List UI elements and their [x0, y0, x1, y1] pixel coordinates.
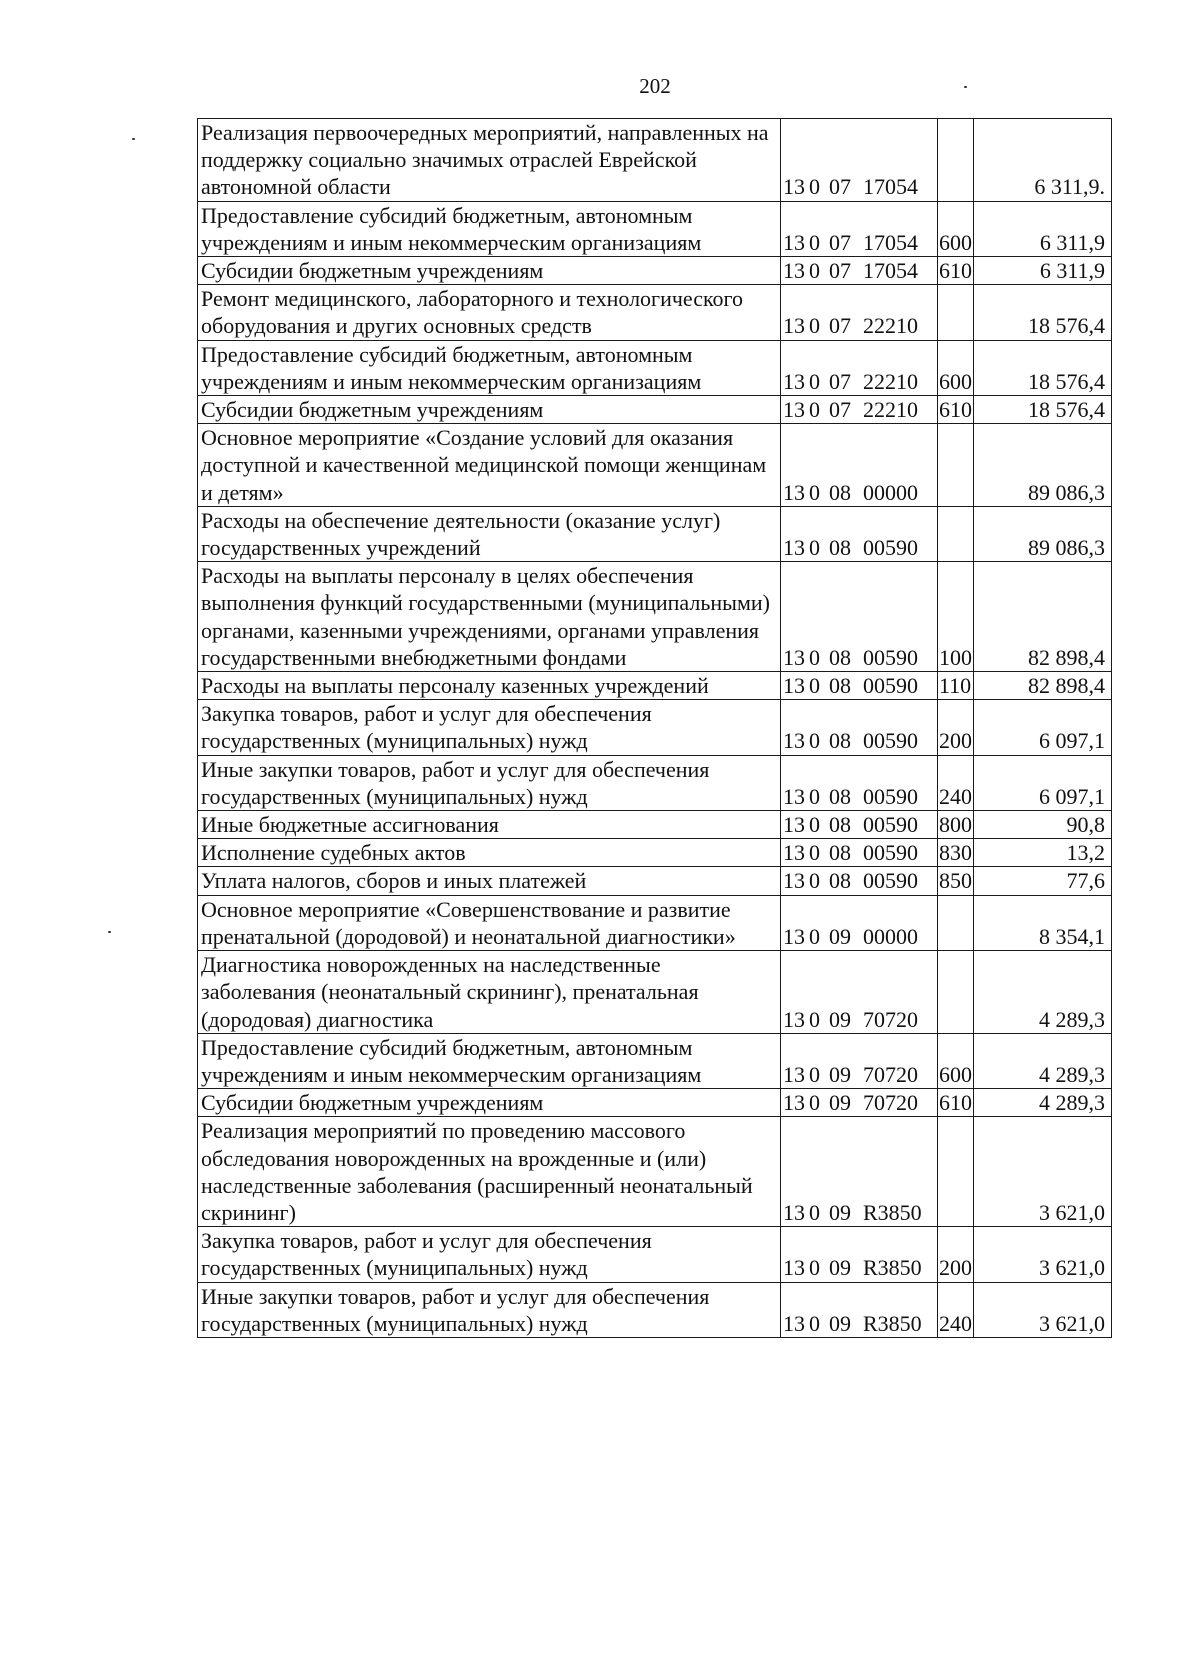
code-part-sub: 0 — [809, 868, 820, 894]
row-expense-type: 600 — [938, 201, 974, 256]
code-part-main: 08 — [829, 812, 851, 838]
code-part-dir: R3850 — [863, 1255, 922, 1281]
row-amount: 6 097,1 — [974, 755, 1112, 810]
code-part-dir: 17054 — [863, 174, 918, 200]
code-part-sub: 0 — [809, 397, 820, 423]
table-row — [198, 755, 1112, 810]
code-part-dir: 22210 — [863, 313, 918, 339]
code-part-dir: 00590 — [863, 728, 918, 754]
row-amount: 8 354,1 — [974, 895, 1112, 950]
row-name: Субсидии бюджетным учреждениям — [198, 1089, 781, 1117]
code-part-sub: 0 — [809, 535, 820, 561]
scan-speck — [108, 931, 111, 933]
code-part-prog: 13 — [783, 1061, 805, 1087]
code-part-prog: 13 — [783, 644, 805, 670]
code-part-main: 07 — [829, 174, 851, 200]
row-amount: 4 289,3 — [974, 1033, 1112, 1088]
code-part-sub: 0 — [809, 644, 820, 670]
code-part-main: 08 — [829, 868, 851, 894]
code-part-main: 07 — [829, 368, 851, 394]
row-amount: 89 086,3 — [974, 506, 1112, 561]
row-expense-type: 800 — [939, 812, 972, 838]
code-part-dir: 22210 — [863, 368, 918, 394]
row-amount: 18 576,4 — [974, 285, 1112, 340]
row-expense-type — [938, 424, 974, 507]
code-part-dir: 70720 — [863, 1061, 918, 1087]
row-name: Закупка товаров, работ и услуг для обеспечения государственных (муниципальных) нужд — [198, 1227, 781, 1282]
table-row — [198, 201, 1112, 256]
row-target-code — [781, 867, 938, 895]
row-name: Реализация мероприятий по проведению массового обследования новорожденных на врожденные и (или) наследственные заболевания (расширенный неонатальный скрининг) — [198, 1117, 781, 1227]
budget-allocation-table — [197, 118, 1112, 1338]
code-part-main: 08 — [829, 644, 851, 670]
code-part-prog: 13 — [783, 535, 805, 561]
code-part-dir: 00590 — [863, 783, 918, 809]
row-target-code — [781, 1282, 938, 1337]
code-part-sub: 0 — [809, 923, 820, 949]
row-target-code — [781, 895, 938, 950]
row-target-code — [781, 424, 938, 507]
code-part-prog: 13 — [783, 673, 805, 699]
row-expense-type: 610 — [939, 258, 972, 284]
row-expense-type: 240 — [938, 755, 974, 810]
code-part-sub: 0 — [809, 313, 820, 339]
row-amount: 6 311,9 — [974, 257, 1112, 285]
row-target-code — [781, 811, 938, 839]
row-name: Расходы на выплаты персоналу в целях обеспечения выполнения функций государственными (муниципальными) органами, казенными учреждениями, органами управления государственными внебюджетными фондами — [198, 562, 781, 672]
row-expense-type — [938, 285, 974, 340]
code-part-main: 09 — [829, 1310, 851, 1336]
code-part-sub: 0 — [809, 479, 820, 505]
code-part-sub: 0 — [809, 174, 820, 200]
row-expense-type: 110 — [938, 672, 974, 700]
row-target-code — [781, 562, 938, 672]
table-row — [198, 1033, 1112, 1088]
code-part-sub: 0 — [809, 840, 820, 866]
code-part-main: 09 — [829, 1199, 851, 1225]
code-part-sub: 0 — [809, 1255, 820, 1281]
code-part-dir: 00590 — [863, 840, 918, 866]
code-part-prog: 13 — [783, 1199, 805, 1225]
code-part-main: 07 — [829, 229, 851, 255]
code-part-dir: 22210 — [863, 397, 918, 423]
code-part-sub: 0 — [809, 673, 820, 699]
table-row — [198, 951, 1112, 1034]
scan-speck — [964, 86, 967, 88]
row-amount: 18 576,4 — [974, 396, 1112, 424]
row-expense-type — [938, 1117, 974, 1227]
row-target-code — [781, 119, 938, 202]
table-row — [198, 895, 1112, 950]
code-part-dir: 00590 — [863, 868, 918, 894]
page-number: 202 — [639, 74, 671, 98]
code-part-sub: 0 — [809, 1061, 820, 1087]
row-amount: 90,8 — [974, 811, 1112, 839]
table-row — [198, 1089, 1112, 1117]
table-row — [198, 672, 1112, 700]
row-expense-type: 610 — [939, 397, 972, 423]
row-expense-type — [938, 506, 974, 561]
row-target-code — [781, 700, 938, 755]
row-amount: 18 576,4 — [974, 340, 1112, 395]
code-part-prog: 13 — [783, 397, 805, 423]
row-expense-type: 610 — [939, 1090, 972, 1116]
scan-speck — [132, 138, 135, 140]
row-amount: 82 898,4 — [974, 562, 1112, 672]
code-part-prog: 13 — [783, 229, 805, 255]
row-amount: 3 621,0 — [974, 1227, 1112, 1282]
table-row — [198, 1227, 1112, 1282]
row-name: Субсидии бюджетным учреждениям — [198, 396, 781, 424]
table-row — [198, 700, 1112, 755]
code-part-main: 07 — [829, 258, 851, 284]
code-part-sub: 0 — [809, 1090, 820, 1116]
code-part-dir: 70720 — [863, 1090, 918, 1116]
row-expense-type: 830 — [939, 840, 972, 866]
code-part-main: 08 — [829, 479, 851, 505]
row-name: Уплата налогов, сборов и иных платежей — [198, 867, 781, 895]
code-part-main: 09 — [829, 923, 851, 949]
code-part-prog: 13 — [783, 1255, 805, 1281]
row-name: Предоставление субсидий бюджетным, автономным учреждениям и иным некоммерческим организациям — [198, 340, 781, 395]
table-row — [198, 506, 1112, 561]
code-part-prog: 13 — [783, 812, 805, 838]
code-part-main: 07 — [829, 313, 851, 339]
row-target-code — [781, 951, 938, 1034]
table-row — [198, 1282, 1112, 1337]
row-amount: 6 311,9 — [974, 201, 1112, 256]
table-row — [198, 1117, 1112, 1227]
code-part-dir: 00590 — [863, 673, 918, 699]
code-part-main: 09 — [829, 1061, 851, 1087]
row-target-code — [781, 1227, 938, 1282]
row-amount: 3 621,0 — [974, 1117, 1112, 1227]
code-part-main: 08 — [829, 673, 851, 699]
row-target-code — [781, 1033, 938, 1088]
table-row — [198, 119, 1112, 202]
row-name: Субсидии бюджетным учреждениям — [198, 257, 781, 285]
row-name: Основное мероприятие «Создание условий для оказания доступной и качественной медицинской помощи женщинам и детям» — [198, 424, 781, 507]
code-part-sub: 0 — [809, 1310, 820, 1336]
code-part-sub: 0 — [809, 783, 820, 809]
code-part-main: 09 — [829, 1255, 851, 1281]
row-name: Исполнение судебных актов — [198, 839, 781, 867]
table-row — [198, 811, 1112, 839]
row-expense-type: 240 — [938, 1282, 974, 1337]
code-part-main: 07 — [829, 397, 851, 423]
row-name: Предоставление субсидий бюджетным, автономным учреждениям и иным некоммерческим организациям — [198, 201, 781, 256]
row-name: Иные бюджетные ассигнования — [198, 811, 781, 839]
row-amount: 77,6 — [974, 867, 1112, 895]
code-part-prog: 13 — [783, 1090, 805, 1116]
row-name: Расходы на выплаты персоналу казенных учреждений — [198, 672, 781, 700]
row-name: Основное мероприятие «Совершенствование и развитие пренатальной (дородовой) и неонатальной диагностики» — [198, 895, 781, 950]
code-part-dir: 17054 — [863, 229, 918, 255]
code-part-dir: 00590 — [863, 535, 918, 561]
row-target-code — [781, 755, 938, 810]
code-part-sub: 0 — [809, 258, 820, 284]
code-part-prog: 13 — [783, 840, 805, 866]
code-part-prog: 13 — [783, 728, 805, 754]
row-target-code — [781, 1117, 938, 1227]
row-name: Диагностика новорожденных на наследственные заболевания (неонатальный скрининг), пренатальная (дородовая) диагностика — [198, 951, 781, 1034]
code-part-main: 08 — [829, 535, 851, 561]
row-target-code — [781, 257, 938, 285]
row-target-code — [781, 285, 938, 340]
row-target-code — [781, 506, 938, 561]
table-row — [198, 257, 1112, 285]
row-target-code — [781, 396, 938, 424]
code-part-dir: 00590 — [863, 644, 918, 670]
row-amount: 6 097,1 — [974, 700, 1112, 755]
table-row — [198, 340, 1112, 395]
row-target-code — [781, 839, 938, 867]
row-target-code — [781, 1089, 938, 1117]
code-part-sub: 0 — [809, 368, 820, 394]
row-expense-type — [938, 119, 974, 202]
row-name: Иные закупки товаров, работ и услуг для обеспечения государственных (муниципальных) нужд — [198, 1282, 781, 1337]
table-row — [198, 867, 1112, 895]
code-part-prog: 13 — [783, 313, 805, 339]
code-part-sub: 0 — [809, 1199, 820, 1225]
code-part-prog: 13 — [783, 479, 805, 505]
table-body — [198, 119, 1112, 1338]
row-expense-type: 850 — [939, 868, 972, 894]
table-row — [198, 396, 1112, 424]
code-part-prog: 13 — [783, 1310, 805, 1336]
code-part-dir: 00000 — [863, 923, 918, 949]
code-part-main: 08 — [829, 728, 851, 754]
row-expense-type: 600 — [938, 340, 974, 395]
table-row — [198, 285, 1112, 340]
code-part-main: 09 — [829, 1006, 851, 1032]
row-name: Предоставление субсидий бюджетным, автономным учреждениям и иным некоммерческим организациям — [198, 1033, 781, 1088]
row-expense-type — [938, 951, 974, 1034]
row-amount: 4 289,3 — [974, 1089, 1112, 1117]
code-part-sub: 0 — [809, 229, 820, 255]
row-amount: 3 621,0 — [974, 1282, 1112, 1337]
code-part-prog: 13 — [783, 923, 805, 949]
code-part-dir: R3850 — [863, 1310, 922, 1336]
row-target-code — [781, 672, 938, 700]
row-amount: 13,2 — [974, 839, 1112, 867]
row-target-code — [781, 201, 938, 256]
row-amount: 4 289,3 — [974, 951, 1112, 1034]
row-expense-type — [938, 895, 974, 950]
code-part-dir: 00590 — [863, 812, 918, 838]
code-part-prog: 13 — [783, 174, 805, 200]
code-part-prog: 13 — [783, 868, 805, 894]
row-amount: 82 898,4 — [974, 672, 1112, 700]
row-name: Расходы на обеспечение деятельности (оказание услуг) государственных учреждений — [198, 506, 781, 561]
row-amount: 6 311,9. — [974, 119, 1112, 202]
row-expense-type: 100 — [938, 562, 974, 672]
code-part-sub: 0 — [809, 812, 820, 838]
code-part-prog: 13 — [783, 258, 805, 284]
code-part-dir: R3850 — [863, 1199, 922, 1225]
row-amount: 89 086,3 — [974, 424, 1112, 507]
code-part-main: 09 — [829, 1090, 851, 1116]
code-part-prog: 13 — [783, 1006, 805, 1032]
row-expense-type: 600 — [938, 1033, 974, 1088]
row-name: Иные закупки товаров, работ и услуг для обеспечения государственных (муниципальных) нужд — [198, 755, 781, 810]
code-part-sub: 0 — [809, 1006, 820, 1032]
table-row — [198, 839, 1112, 867]
code-part-main: 08 — [829, 840, 851, 866]
table-row — [198, 562, 1112, 672]
row-name: Закупка товаров, работ и услуг для обеспечения государственных (муниципальных) нужд — [198, 700, 781, 755]
code-part-dir: 17054 — [863, 258, 918, 284]
row-expense-type: 200 — [938, 700, 974, 755]
row-target-code — [781, 340, 938, 395]
code-part-dir: 70720 — [863, 1006, 918, 1032]
code-part-prog: 13 — [783, 783, 805, 809]
code-part-sub: 0 — [809, 728, 820, 754]
code-part-prog: 13 — [783, 368, 805, 394]
code-part-main: 08 — [829, 783, 851, 809]
row-expense-type: 200 — [938, 1227, 974, 1282]
row-name: Реализация первоочередных мероприятий, направленных на поддержку социально значимых отраслей Еврейской автономной области — [198, 119, 781, 202]
code-part-dir: 00000 — [863, 479, 918, 505]
table-row — [198, 424, 1112, 507]
row-name: Ремонт медицинского, лабораторного и технологического оборудования и других основных средств — [198, 285, 781, 340]
